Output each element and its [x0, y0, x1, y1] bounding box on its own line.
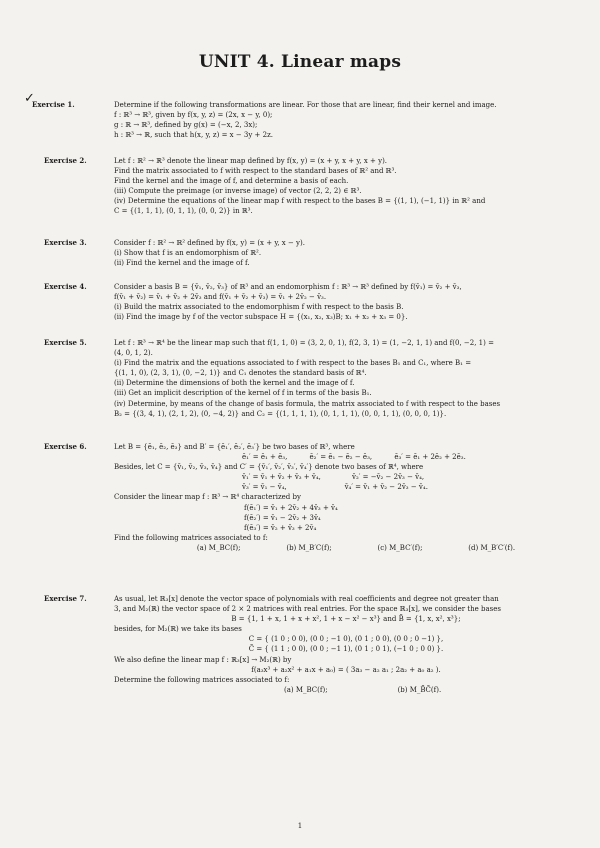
- exercise-line: (i) Build the matrix associated to the endomorphism f with respect to the basis B.: [114, 303, 404, 312]
- map-equation: f(ē₂′) = v̄₁ − 2v̄₂ + 3v̄₄: [244, 513, 321, 522]
- option-item: (d) M_B′C′(f).: [468, 543, 516, 552]
- exercise-line: {(1, 1, 0), (2, 3, 1), (0, −2, 1)} and C₁ denotes the standard basis of ℝ⁴.: [114, 369, 367, 378]
- exercise-item: g : ℝ → ℝ³, defined by g(x) = (−x, 2, 3x);: [114, 121, 258, 130]
- exercise-item: (ii) Find the kernel and the image of f.: [114, 259, 250, 268]
- exercise-1: [24, 91, 578, 140]
- exercise-line: 3, and M₂(ℝ) the vector space of 2 × 2 matrices with real entries. For the space ℝ₃[x], we consider the bases: [114, 605, 501, 614]
- exercise-intro: Consider f : ℝ² → ℝ² defined by f(x, y) = (x + y, x − y).: [114, 239, 305, 247]
- exercise-line: (ii) Determine the dimensions of both the kernel and the image of f.: [114, 379, 355, 388]
- exercise-3: [44, 238, 578, 268]
- exercise-line: besides, for M₂(ℝ) we take its bases: [114, 625, 242, 634]
- polynomial-bases: B = {1, 1 + x, 1 + x + x², 1 + x − x² − x³} and B̃ = {1, x, x², x³};: [231, 615, 461, 624]
- page-title: UNIT 4. Linear maps: [198, 52, 402, 72]
- exercise-item: h : ℝ³ → ℝ, such that h(x, y, z) = x − 3y + 2z.: [114, 131, 274, 140]
- exercise-label: Exercise 3.: [44, 238, 87, 247]
- exercise-label: Exercise 2.: [44, 156, 87, 165]
- exercise-6: [44, 442, 578, 553]
- exercise-label: Exercise 4.: [44, 282, 87, 291]
- exercise-line: B₂ = {(3, 4, 1), (2, 1, 2), (0, −4, 2)} and C₂ = {(1, 1, 1, 1), (0, 1, 1, 1), (0, 0, 1, 1), (0, 0, 0, 1)}.: [114, 409, 447, 418]
- exercise-line: Determine the following matrices associated to f:: [114, 675, 290, 684]
- basis-definition: v̄₁′ = v̄₁ + v̄₂ + v̄₃ + v̄₄, v̄₂′ = −v̄₂ − 2v̄₃ − v̄₄,: [242, 473, 425, 482]
- matrix-basis-c-tilde: C̃ = { (1 1 ; 0 0), (0 0 ; −1 1), (0 1 ; 0 1), (−1 0 ; 0 0) }.: [248, 645, 444, 654]
- exercise-label: Exercise 1.: [32, 100, 75, 109]
- option-item: (b) M_B̃C̃(f).: [397, 685, 442, 694]
- map-equation: f(ē₃′) = v̄₂ + v̄₃ + 2v̄₄: [244, 523, 317, 532]
- exercise-line: Consider the linear map f : ℝ³ → ℝ⁴ characterized by: [114, 493, 301, 502]
- matrix-options: [114, 543, 578, 553]
- exercise-item: Find the matrix associated to f with respect to the standard bases of ℝ² and ℝ³.: [114, 167, 397, 176]
- exercise-line: Let f : ℝ³ → ℝ⁴ be the linear map such that f(1, 1, 0) = (3, 2, 0, 1), f(2, 3, 1) = (1, −2, 1, 1) and f(0, −2, 1) =: [114, 339, 494, 347]
- option-item: (a) M_BC(f);: [284, 685, 328, 694]
- exercise-line: We also define the linear map f : ℝ₃[x] → M₂(ℝ) by: [114, 655, 292, 664]
- option-item: (b) M_B′C(f);: [286, 543, 332, 552]
- exercise-label: Exercise 5.: [44, 338, 87, 347]
- exercise-item: f : ℝ³ → ℝ³, given by f(x, y, z) = (2x, x − y, 0);: [114, 111, 273, 120]
- exercise-item: (i) Show that f is an endomorphism of ℝ².: [114, 249, 262, 258]
- option-item: (a) M_BC(f);: [196, 543, 241, 552]
- exercise-label: Exercise 7.: [44, 594, 87, 603]
- exercise-label: Exercise 6.: [44, 442, 87, 451]
- exercise-line: As usual, let ℝ₃[x] denote the vector space of polynomials with real coefficients and degree not greater than: [114, 595, 499, 603]
- exercise-line: (iv) Determine, by means of the change of basis formula, the matrix associated to f with respect to the bases: [114, 399, 501, 408]
- exercise-line: Let B = {ē₁, ē₂, ē₃} and B′ = {ē₁′, ē₂′, ē₃′} be two bases of ℝ³, where: [114, 443, 355, 451]
- exercise-4: [44, 282, 578, 322]
- basis-definition: v̄₃′ = v̄₁ − v̄₄, v̄₄′ = v̄₁ + v̄₂ − 2v̄₃ − v̄₄.: [242, 483, 428, 492]
- exercise-item: C = {(1, 1, 1), (0, 1, 1), (0, 0, 2)} in ℝ³.: [114, 207, 253, 216]
- exercise-line: Consider a basis B = {v̄₁, v̄₂, v̄₃} of ℝ³ and an endomorphism f : ℝ³ → ℝ³ defined by f(v̄₁) = v̄₂ + v̄₃,: [114, 283, 462, 291]
- map-equation: f(ē₁′) = v̄₁ + 2v̄₂ + 4v̄₃ + v̄₄: [244, 503, 338, 512]
- exercise-item: (iii) Compute the preimage (or inverse image) of vector (2, 2, 2) ∈ ℝ³.: [114, 187, 362, 196]
- exercise-intro: Determine if the following transformations are linear. For those that are linear, find their kernel and image.: [114, 101, 497, 109]
- exercise-7: [44, 594, 578, 695]
- exercise-line: Find the following matrices associated to f:: [114, 533, 268, 542]
- checkmark-icon: ✓: [24, 91, 35, 106]
- exercise-2: [44, 156, 578, 217]
- option-item: (c) M_BC′(f);: [377, 543, 423, 552]
- page-number: 1: [297, 822, 303, 830]
- exercise-line: (iii) Get an implicit description of the kernel of f in terms of the basis B₁.: [114, 389, 372, 398]
- exercise-item: Find the kernel and the image of f, and determine a basis of each.: [114, 177, 349, 186]
- exercise-line: (i) Find the matrix and the equations associated to f with respect to the bases B₁ and C₁, where B₁ =: [114, 359, 472, 368]
- matrix-basis-c: C = { (1 0 ; 0 0), (0 0 ; −1 0), (0 1 ; 0 0), (0 0 ; 0 −1) },: [248, 635, 444, 644]
- exercise-line: f(v̄₁ + v̄₂) = v̄₁ + v̄₂ + 2v̄₃ and f(v̄₁ + v̄₂ + v̄₃) = v̄₁ + 2v̄₂ − v̄₃.: [114, 293, 327, 302]
- matrix-options: [114, 685, 578, 695]
- exercise-line: (ii) Find the image by f of the vector subspace H = {(x₁, x₂, x₃)B; x₁ + x₂ + x₃ = 0}.: [114, 313, 408, 322]
- exercise-line: Besides, let C = {v̄₁, v̄₂, v̄₃, v̄₄} and C′ = {v̄₁′, v̄₂′, v̄₃′, v̄₄′} denote two bases of ℝ⁴, where: [114, 463, 424, 472]
- basis-definition: ē₁′ = ē₁ + ē₃, ē₂′ = ē₁ − ē₂ − ē₃, ē₃′ = ē₁ + 2ē₂ + 2ē₃.: [242, 453, 466, 462]
- exercise-line: (4, 0, 1, 2).: [114, 349, 153, 358]
- map-definition: f(a₃x³ + a₂x² + a₁x + a₀) = ( 3a₃ − a₂ a₁ ; 2a₂ + a₀ a₂ ).: [251, 665, 441, 674]
- exercise-intro: Let f : ℝ² → ℝ³ denote the linear map defined by f(x, y) = (x + y, x + y, x + y).: [114, 157, 388, 165]
- exercise-5: [44, 338, 578, 419]
- exercise-item: (iv) Determine the equations of the linear map f with respect to the bases B = {(1, 1), (−1, 1)} in ℝ² and: [114, 197, 486, 206]
